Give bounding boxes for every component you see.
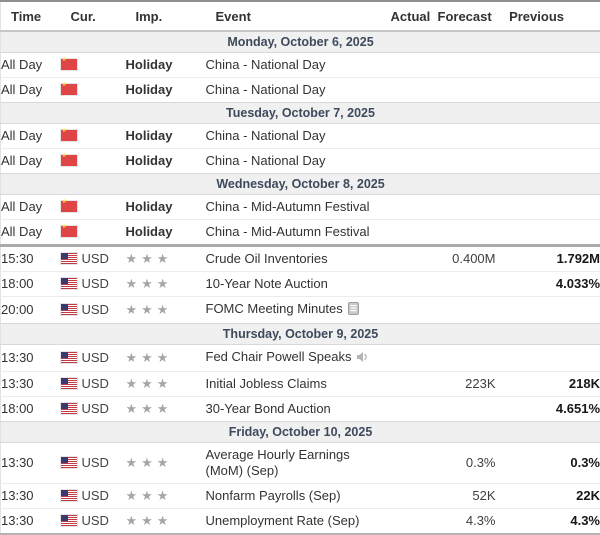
event-importance [126, 372, 206, 397]
china-flag-icon [61, 155, 77, 166]
event-time: All Day [1, 149, 61, 174]
previous-value [496, 345, 600, 372]
date-header: Tuesday, October 7, 2025 [1, 103, 600, 124]
event-time: 13:30 [1, 372, 61, 397]
event-link[interactable]: Initial Jobless Claims [206, 376, 327, 391]
event-cell [206, 220, 391, 246]
forecast-value [438, 220, 496, 246]
holiday-label: Holiday [126, 57, 173, 72]
event-link[interactable]: China - National Day [206, 57, 326, 72]
event-row [1, 443, 600, 484]
event-currency [61, 149, 126, 174]
forecast-value: 4.3% [438, 509, 496, 535]
date-header-row [1, 31, 600, 53]
event-importance [126, 509, 206, 535]
event-cell [206, 124, 391, 149]
event-importance [126, 345, 206, 372]
event-link[interactable]: China - National Day [206, 128, 326, 143]
forecast-value [438, 397, 496, 422]
event-cell [206, 443, 391, 484]
forecast-value [438, 149, 496, 174]
event-time: 13:30 [1, 484, 61, 509]
holiday-label: Holiday [126, 224, 173, 239]
event-cell [206, 297, 391, 324]
us-flag-icon [61, 278, 77, 289]
event-row [1, 149, 600, 174]
event-importance [126, 78, 206, 103]
date-header: Wednesday, October 8, 2025 [1, 174, 600, 195]
previous-value: 218K [496, 372, 600, 397]
us-flag-icon [61, 490, 77, 501]
event-cell [206, 195, 391, 220]
col-header-event: Event [206, 1, 391, 31]
event-link[interactable]: Unemployment Rate (Sep) [206, 513, 360, 528]
previous-value [496, 195, 600, 220]
previous-value [496, 220, 600, 246]
event-cell [206, 345, 391, 372]
us-flag-icon [61, 253, 77, 264]
event-time: 13:30 [1, 509, 61, 535]
previous-value: 4.3% [496, 509, 600, 535]
actual-value [391, 443, 438, 484]
forecast-value [438, 53, 496, 78]
forecast-value [438, 124, 496, 149]
event-importance [126, 443, 206, 484]
date-header-row [1, 422, 600, 443]
event-currency [61, 372, 126, 397]
event-importance [126, 195, 206, 220]
event-link[interactable]: Average Hourly Earnings (MoM) (Sep) [206, 447, 350, 478]
event-time: 18:00 [1, 397, 61, 422]
date-header: Monday, October 6, 2025 [1, 31, 600, 53]
previous-value [496, 78, 600, 103]
currency-code: USD [82, 350, 109, 365]
importance-stars-icon: ★★★ [126, 251, 173, 266]
currency-code: USD [82, 455, 109, 470]
forecast-value [438, 345, 496, 372]
event-importance [126, 149, 206, 174]
event-importance [126, 124, 206, 149]
col-header-previous: Previous [496, 1, 600, 31]
event-cell [206, 149, 391, 174]
event-time: All Day [1, 195, 61, 220]
event-time: All Day [1, 78, 61, 103]
event-cell [206, 397, 391, 422]
event-currency [61, 443, 126, 484]
event-currency [61, 484, 126, 509]
event-row [1, 246, 600, 272]
event-link[interactable]: Nonfarm Payrolls (Sep) [206, 488, 341, 503]
us-flag-icon [61, 304, 77, 315]
event-cell [206, 78, 391, 103]
importance-stars-icon: ★★★ [126, 350, 173, 365]
speaker-icon[interactable] [356, 351, 369, 367]
date-header: Thursday, October 9, 2025 [1, 324, 600, 345]
forecast-value [438, 297, 496, 324]
china-flag-icon [61, 59, 77, 70]
previous-value [496, 53, 600, 78]
importance-stars-icon: ★★★ [126, 488, 173, 503]
calendar-header [1, 1, 600, 31]
currency-code: USD [82, 251, 109, 266]
event-currency [61, 297, 126, 324]
actual-value [391, 220, 438, 246]
report-icon[interactable] [348, 302, 359, 319]
event-cell [206, 53, 391, 78]
col-header-time: Time [1, 1, 61, 31]
actual-value [391, 272, 438, 297]
event-importance [126, 272, 206, 297]
event-currency [61, 220, 126, 246]
event-cell [206, 272, 391, 297]
forecast-value [438, 272, 496, 297]
holiday-label: Holiday [126, 82, 173, 97]
event-cell [206, 372, 391, 397]
china-flag-icon [61, 226, 77, 237]
event-currency [61, 195, 126, 220]
col-header-actual: Actual [391, 1, 438, 31]
currency-code: USD [82, 401, 109, 416]
event-row [1, 484, 600, 509]
event-currency [61, 246, 126, 272]
currency-code: USD [82, 376, 109, 391]
event-importance [126, 484, 206, 509]
actual-value [391, 124, 438, 149]
event-time: 18:00 [1, 272, 61, 297]
us-flag-icon [61, 352, 77, 363]
event-cell [206, 246, 391, 272]
event-link[interactable]: China - Mid-Autumn Festival [206, 199, 370, 214]
event-currency [61, 272, 126, 297]
event-currency [61, 345, 126, 372]
event-row [1, 220, 600, 246]
holiday-label: Holiday [126, 153, 173, 168]
previous-value: 4.033% [496, 272, 600, 297]
previous-value [496, 124, 600, 149]
actual-value [391, 484, 438, 509]
event-importance [126, 53, 206, 78]
currency-code: USD [82, 276, 109, 291]
actual-value [391, 246, 438, 272]
importance-stars-icon: ★★★ [126, 302, 173, 317]
calendar-body [1, 31, 600, 534]
importance-stars-icon: ★★★ [126, 376, 173, 391]
event-time: 20:00 [1, 297, 61, 324]
importance-stars-icon: ★★★ [126, 401, 173, 416]
actual-value [391, 397, 438, 422]
previous-value: 1.792M [496, 246, 600, 272]
event-currency [61, 124, 126, 149]
event-link[interactable]: China - National Day [206, 153, 326, 168]
event-importance [126, 397, 206, 422]
date-header-row [1, 174, 600, 195]
col-header-forecast: Forecast [438, 1, 496, 31]
actual-value [391, 509, 438, 535]
event-link[interactable]: China - National Day [206, 82, 326, 97]
forecast-value: 0.400M [438, 246, 496, 272]
event-time: All Day [1, 220, 61, 246]
event-row [1, 78, 600, 103]
event-row [1, 195, 600, 220]
currency-code: USD [82, 513, 109, 528]
event-cell [206, 509, 391, 535]
actual-value [391, 195, 438, 220]
event-currency [61, 397, 126, 422]
event-currency [61, 509, 126, 535]
actual-value [391, 149, 438, 174]
importance-stars-icon: ★★★ [126, 513, 173, 528]
actual-value [391, 78, 438, 103]
event-row [1, 297, 600, 324]
us-flag-icon [61, 378, 77, 389]
col-header-importance: Imp. [126, 1, 206, 31]
holiday-label: Holiday [126, 199, 173, 214]
event-importance [126, 220, 206, 246]
forecast-value: 52K [438, 484, 496, 509]
event-row [1, 509, 600, 535]
previous-value: 0.3% [496, 443, 600, 484]
forecast-value [438, 195, 496, 220]
previous-value: 22K [496, 484, 600, 509]
event-row [1, 53, 600, 78]
holiday-label: Holiday [126, 128, 173, 143]
event-link[interactable]: China - Mid-Autumn Festival [206, 224, 370, 239]
forecast-value: 0.3% [438, 443, 496, 484]
previous-value: 4.651% [496, 397, 600, 422]
event-importance [126, 246, 206, 272]
actual-value [391, 297, 438, 324]
event-time: 15:30 [1, 246, 61, 272]
event-row [1, 372, 600, 397]
currency-code: USD [82, 302, 109, 317]
event-time: 13:30 [1, 345, 61, 372]
china-flag-icon [61, 84, 77, 95]
actual-value [391, 372, 438, 397]
event-currency [61, 78, 126, 103]
previous-value [496, 149, 600, 174]
date-header-row [1, 324, 600, 345]
event-row [1, 345, 600, 372]
event-currency [61, 53, 126, 78]
forecast-value [438, 78, 496, 103]
event-row [1, 124, 600, 149]
col-header-currency: Cur. [61, 1, 126, 31]
us-flag-icon [61, 457, 77, 468]
china-flag-icon [61, 130, 77, 141]
actual-value [391, 345, 438, 372]
previous-value [496, 297, 600, 324]
event-link[interactable]: Fed Chair Powell Speaks [206, 349, 352, 364]
date-header: Friday, October 10, 2025 [1, 422, 600, 443]
us-flag-icon [61, 403, 77, 414]
event-time: All Day [1, 53, 61, 78]
event-row [1, 272, 600, 297]
event-link[interactable]: FOMC Meeting Minutes [206, 301, 343, 316]
actual-value [391, 53, 438, 78]
event-time: 13:30 [1, 443, 61, 484]
forecast-value: 223K [438, 372, 496, 397]
event-time: All Day [1, 124, 61, 149]
importance-stars-icon: ★★★ [126, 455, 173, 470]
china-flag-icon [61, 201, 77, 212]
event-cell [206, 484, 391, 509]
currency-code: USD [82, 488, 109, 503]
event-importance [126, 297, 206, 324]
event-link[interactable]: 30-Year Bond Auction [206, 401, 331, 416]
event-link[interactable]: Crude Oil Inventories [206, 251, 328, 266]
us-flag-icon [61, 515, 77, 526]
event-link[interactable]: 10-Year Note Auction [206, 276, 328, 291]
importance-stars-icon: ★★★ [126, 276, 173, 291]
event-row [1, 397, 600, 422]
date-header-row [1, 103, 600, 124]
